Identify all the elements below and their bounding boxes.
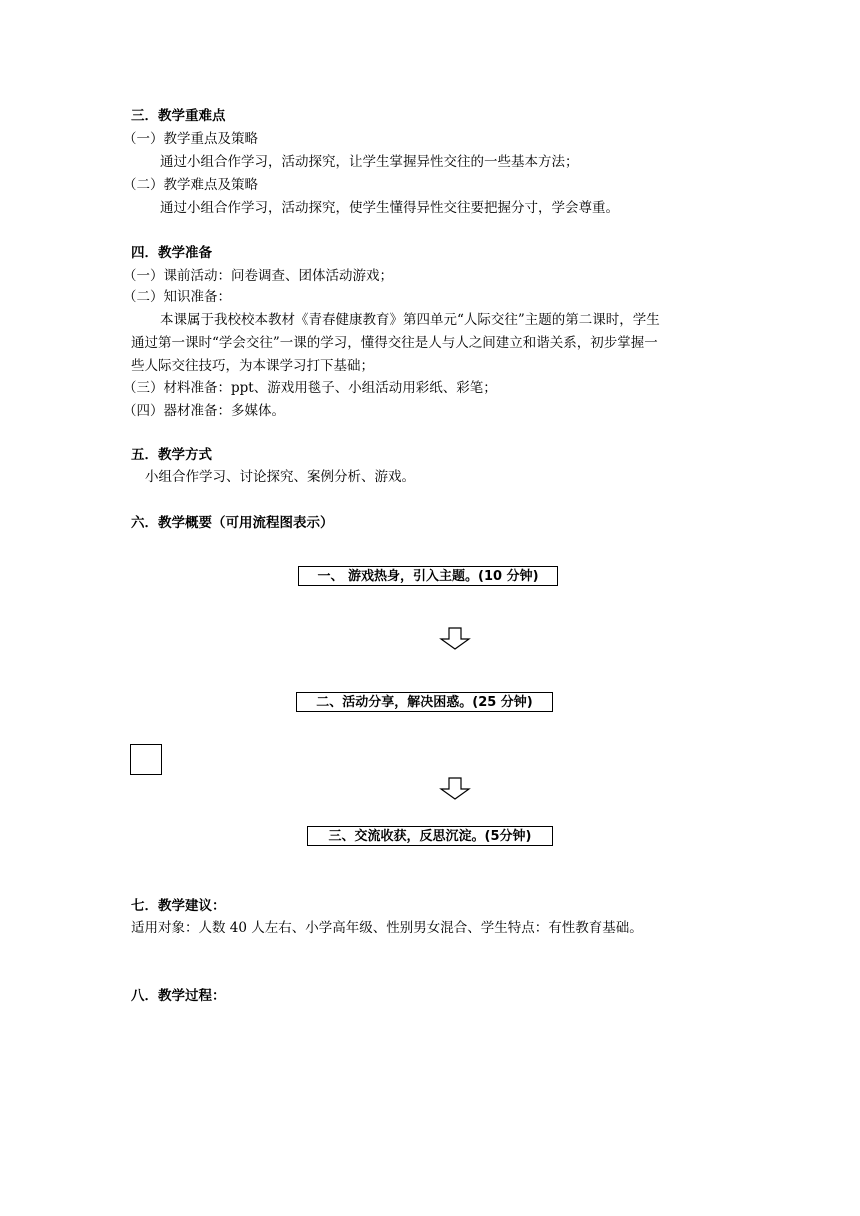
section-4-paragraph-line-2: 通过第一课时“学会交往”一课的学习，懂得交往是人与人之间建立和谐关系，初步掌握一 (131, 335, 658, 351)
section-4-item-4: （四）器材准备：多媒体。 (123, 403, 285, 419)
flow-step-1: 一、 游戏热身，引入主题。(10 分钟) (298, 566, 558, 586)
down-arrow-icon (439, 777, 471, 801)
section-7-text: 适用对象：人数 40 人左右、小学高年级、性别男女混合、学生特点：有性教育基础。 (131, 920, 643, 936)
section-5-text: 小组合作学习、讨论探究、案例分析、游戏。 (145, 469, 415, 485)
flow-step-2: 二、活动分享，解决困惑。(25 分钟) (296, 692, 553, 712)
section-4-item-1: （一）课前活动：问卷调查、团体活动游戏； (123, 268, 393, 284)
section-3-sub-2-text: 通过小组合作学习，活动探究，使学生懂得异性交往要把握分寸，学会尊重。 (160, 200, 619, 216)
section-8-heading: 八．教学过程： (131, 988, 226, 1004)
section-3-sub-1: （一）教学重点及策略 (123, 131, 258, 147)
section-4-heading: 四．教学准备 (131, 245, 212, 261)
down-arrow-icon (439, 627, 471, 651)
section-4-paragraph-line-3: 些人际交往技巧，为本课学习打下基础； (131, 358, 374, 374)
section-6-heading: 六．教学概要（可用流程图表示） (131, 515, 334, 531)
section-7-heading: 七．教学建议： (131, 898, 226, 914)
flow-step-3: 三、交流收获，反思沉淀。(5分钟) (307, 826, 553, 846)
section-3-sub-1-text: 通过小组合作学习，活动探究，让学生掌握异性交往的一些基本方法； (160, 154, 579, 170)
section-4-item-2: （二）知识准备： (123, 289, 231, 305)
section-4-item-3: （三）材料准备：ppt、游戏用毯子、小组活动用彩纸、彩笔； (123, 380, 497, 396)
section-3-heading: 三．教学重难点 (131, 108, 226, 124)
section-3-sub-2: （二）教学难点及策略 (123, 177, 258, 193)
section-4-paragraph-line-1: 本课属于我校校本教材《青春健康教育》第四单元“人际交往”主题的第二课时，学生 (160, 312, 660, 328)
empty-square-box (130, 744, 162, 775)
section-5-heading: 五．教学方式 (131, 447, 212, 463)
